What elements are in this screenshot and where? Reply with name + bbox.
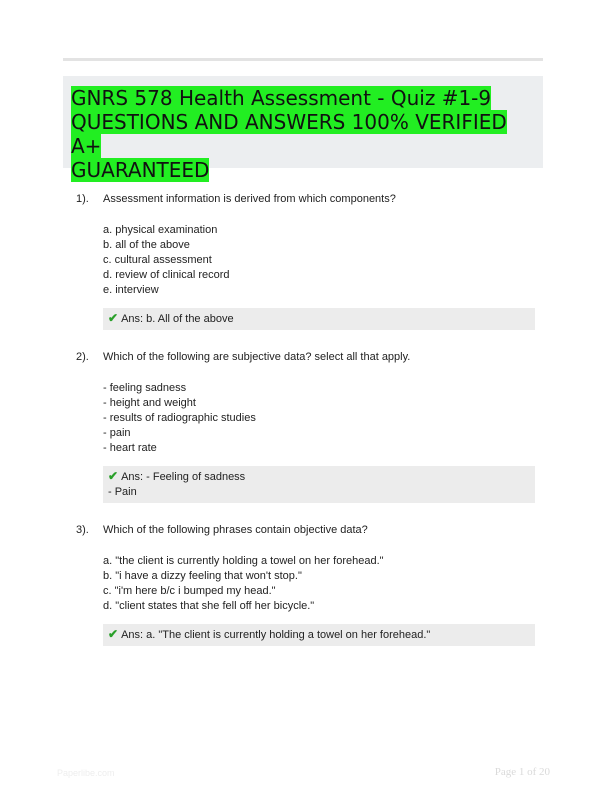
option: - pain xyxy=(103,427,131,439)
option: d. "client states that she fell off her bicycle." xyxy=(103,600,315,612)
title-line-2: QUESTIONS AND ANSWERS 100% VERIFIED A+ xyxy=(71,110,507,158)
option: - heart rate xyxy=(103,442,157,454)
options-list xyxy=(103,223,230,298)
question-number: 1). xyxy=(76,193,89,205)
document-title xyxy=(71,86,535,182)
question-number: 2). xyxy=(76,351,89,363)
check-icon: ✔ xyxy=(108,469,119,483)
option: - feeling sadness xyxy=(103,382,187,394)
option: d. review of clinical record xyxy=(103,269,230,281)
question-text: Which of the following are subjective data? select all that apply. xyxy=(103,351,411,363)
answer-box xyxy=(103,624,535,646)
check-icon: ✔ xyxy=(108,627,119,641)
option: c. cultural assessment xyxy=(103,254,212,266)
answer-text-line-2: - Pain xyxy=(108,486,137,498)
question-number: 3). xyxy=(76,524,89,536)
options-list xyxy=(103,381,256,456)
option: a. physical examination xyxy=(103,224,218,236)
title-line-1: GNRS 578 Health Assessment - Quiz #1-9 xyxy=(71,86,492,110)
answer-text: Ans: - Feeling of sadness xyxy=(121,471,246,483)
options-list xyxy=(103,554,384,614)
top-divider xyxy=(63,58,543,61)
answer-box xyxy=(103,466,535,503)
page-number: Page 1 of 20 xyxy=(494,766,550,778)
answer-text: Ans: b. All of the above xyxy=(121,313,234,325)
option: e. interview xyxy=(103,284,159,296)
option: c. "i'm here b/c i bumped my head." xyxy=(103,585,276,597)
answer-box xyxy=(103,308,535,330)
answer-text: Ans: a. "The client is currently holding a towel on her forehead." xyxy=(121,629,431,641)
check-icon: ✔ xyxy=(108,311,119,325)
option: - height and weight xyxy=(103,397,196,409)
document-title-banner xyxy=(63,76,543,182)
option: - results of radiographic studies xyxy=(103,412,256,424)
title-line-3: GUARANTEED xyxy=(71,158,210,182)
question-text: Assessment information is derived from which components? xyxy=(103,193,396,205)
footer-watermark: Paperlibe.com xyxy=(57,768,115,778)
option: b. all of the above xyxy=(103,239,190,251)
question-text: Which of the following phrases contain objective data? xyxy=(103,524,368,536)
option: a. "the client is currently holding a towel on her forehead." xyxy=(103,555,384,567)
option: b. "i have a dizzy feeling that won't stop." xyxy=(103,570,302,582)
